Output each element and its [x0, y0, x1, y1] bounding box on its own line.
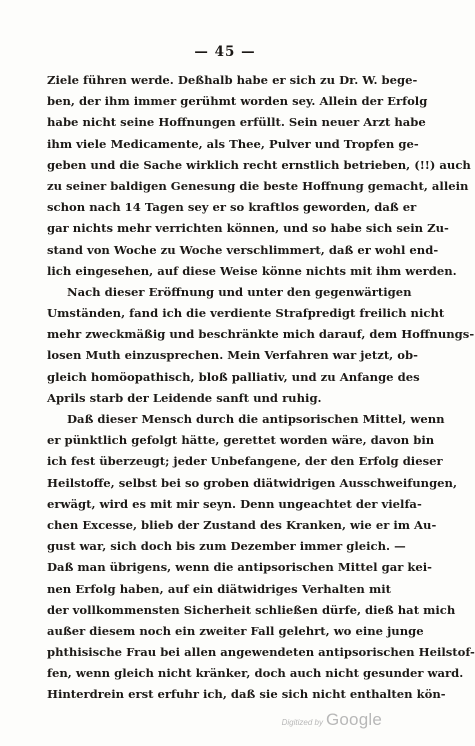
text-line: chen Excesse, blieb der Zustand des Kranken, wie er im Au- — [47, 517, 437, 532]
page-number: — 45 — — [194, 44, 256, 60]
text-line: lich eingesehen, auf diese Weise könne nichts mit ihm werden. — [47, 263, 457, 278]
text-line: mehr zweckmäßig und beschränkte mich darauf, dem Hoffnungs- — [47, 327, 475, 342]
text-line: habe nicht seine Hoffnungen erfüllt. Sein neuer Arzt habe — [47, 115, 426, 130]
text-line: Aprils starb der Leidende sanft und ruhig. — [47, 390, 322, 405]
text-line: Daß man übrigens, wenn die antipsorischen Mittel gar kei- — [47, 560, 432, 575]
text-line: losen Muth einzusprechen. Mein Verfahren war jetzt, ob- — [47, 348, 418, 363]
text-line: schon nach 14 Tagen sey er so kraftlos geworden, daß er — [47, 200, 417, 215]
text-line: gar nichts mehr verrichten können, und so habe sich sein Zu- — [47, 221, 449, 236]
digitization-watermark — [282, 710, 382, 730]
text-line: Heilstoffe, selbst bei so groben diätwidrigen Ausschweifungen, — [47, 475, 458, 490]
text-line: nen Erfolg haben, auf ein diätwidriges Verhalten mit — [47, 581, 391, 596]
text-line: ich fest überzeugt; jeder Unbefangene, der den Erfolg dieser — [47, 454, 443, 469]
text-line: Hinterdrein erst erfuhr ich, daß sie sich nicht enthalten kön- — [47, 687, 446, 702]
text-line: fen, wenn gleich nicht kränker, doch auch nicht gesunder ward. — [47, 666, 464, 681]
text-line: außer diesem noch ein zweiter Fall gelehrt, wo eine junge — [47, 623, 424, 638]
text-line: zu seiner baldigen Genesung die beste Hoffnung gemacht, allein — [47, 178, 469, 193]
text-line: ben, der ihm immer gerühmt worden sey. Allein der Erfolg — [47, 94, 428, 109]
text-line: geben und die Sache wirklich recht ernstlich betrieben, (!!) auch — [47, 157, 471, 172]
watermark-brand: Google — [325, 710, 382, 729]
text-line: ihm viele Medicamente, als Thee, Pulver und Tropfen ge- — [47, 136, 419, 151]
text-line: Ziele führen werde. Deßhalb habe er sich zu Dr. W. bege- — [47, 73, 418, 87]
text-line: gleich homöopathisch, bloß palliativ, und zu Anfange des — [47, 369, 420, 384]
text-line: der vollkommensten Sicherheit schließen dürfe, dieß hat mich — [47, 602, 456, 617]
text-line: Nach dieser Eröffnung und unter den gegenwärtigen — [67, 284, 412, 299]
text-line: er pünktlich gefolgt hätte, gerettet worden wäre, davon bin — [47, 433, 435, 448]
watermark-prefix: Digitized by — [281, 718, 323, 727]
text-line: Daß dieser Mensch durch die antipsorischen Mittel, wenn — [67, 412, 445, 426]
text-line: phthisische Frau bei allen angewendeten antipsorischen Heilstof- — [47, 645, 475, 660]
text-line: erwägt, wird es mit mir seyn. Denn ungeachtet der vielfa- — [47, 496, 422, 511]
text-line: gust war, sich doch bis zum Dezember immer gleich. — — [47, 539, 406, 554]
body-text — [47, 70, 475, 706]
text-line: Umständen, fand ich die verdiente Strafpredigt freilich nicht — [47, 306, 445, 321]
text-line: stand von Woche zu Woche verschlimmert, daß er wohl end- — [47, 242, 439, 257]
